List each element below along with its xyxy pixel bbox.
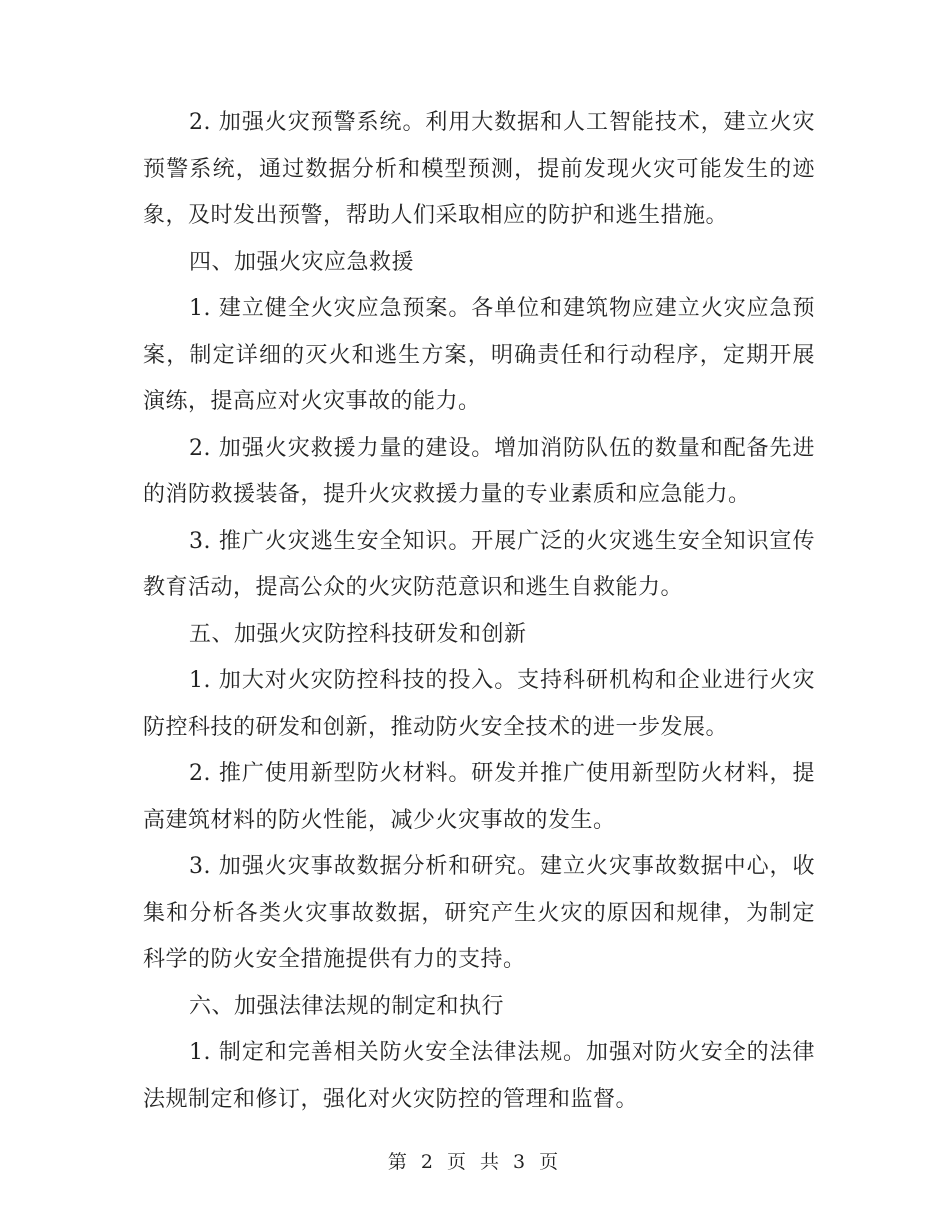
paragraph-accident-data: 3. 加强火灾事故数据分析和研究。建立火灾事故数据中心，收集和分析各类火灾事故数据，研究产生火灾的原因和规律，为制定科学的防火安全措施提供有力的支持。 [143,854,815,972]
section-heading-laws: 六、加强法律法规的制定和执行 [189,993,505,1019]
document-body [143,100,815,1123]
section-heading-tech-research: 五、加强火灾防控科技研发和创新 [189,621,527,647]
paragraph-warning-system: 2. 加强火灾预警系统。利用大数据和人工智能技术，建立火灾预警系统，通过数据分析和模型预测，提前发现火灾可能发生的迹象，及时发出预警，帮助人们采取相应的防护和逃生措施。 [143,110,815,228]
paragraph-escape-knowledge: 3. 推广火灾逃生安全知识。开展广泛的火灾逃生安全知识宣传教育活动，提高公众的火灾防范意识和逃生自救能力。 [143,528,815,600]
paragraph-tech-investment: 1. 加大对火灾防控科技的投入。支持科研机构和企业进行火灾防控科技的研发和创新，推动防火安全技术的进一步发展。 [143,668,815,740]
paragraph-emergency-plan: 1. 建立健全火灾应急预案。各单位和建筑物应建立火灾应急预案，制定详细的灭火和逃生方案，明确责任和行动程序，定期开展演练，提高应对火灾事故的能力。 [143,296,815,414]
page-footer: 第 2 页 共 3 页 [387,1151,563,1173]
paragraph-fireproof-materials: 2. 推广使用新型防火材料。研发并推广使用新型防火材料，提高建筑材料的防火性能，减少火灾事故的发生。 [143,761,815,833]
paragraph-rescue-force: 2. 加强火灾救援力量的建设。增加消防队伍的数量和配备先进的消防救援装备，提升火灾救援力量的专业素质和应急能力。 [143,435,815,507]
section-heading-emergency-rescue: 四、加强火灾应急救援 [189,249,415,275]
paragraph-laws-regulations: 1. 制定和完善相关防火安全法律法规。加强对防火安全的法律法规制定和修订，强化对火灾防控的管理和监督。 [143,1040,815,1112]
